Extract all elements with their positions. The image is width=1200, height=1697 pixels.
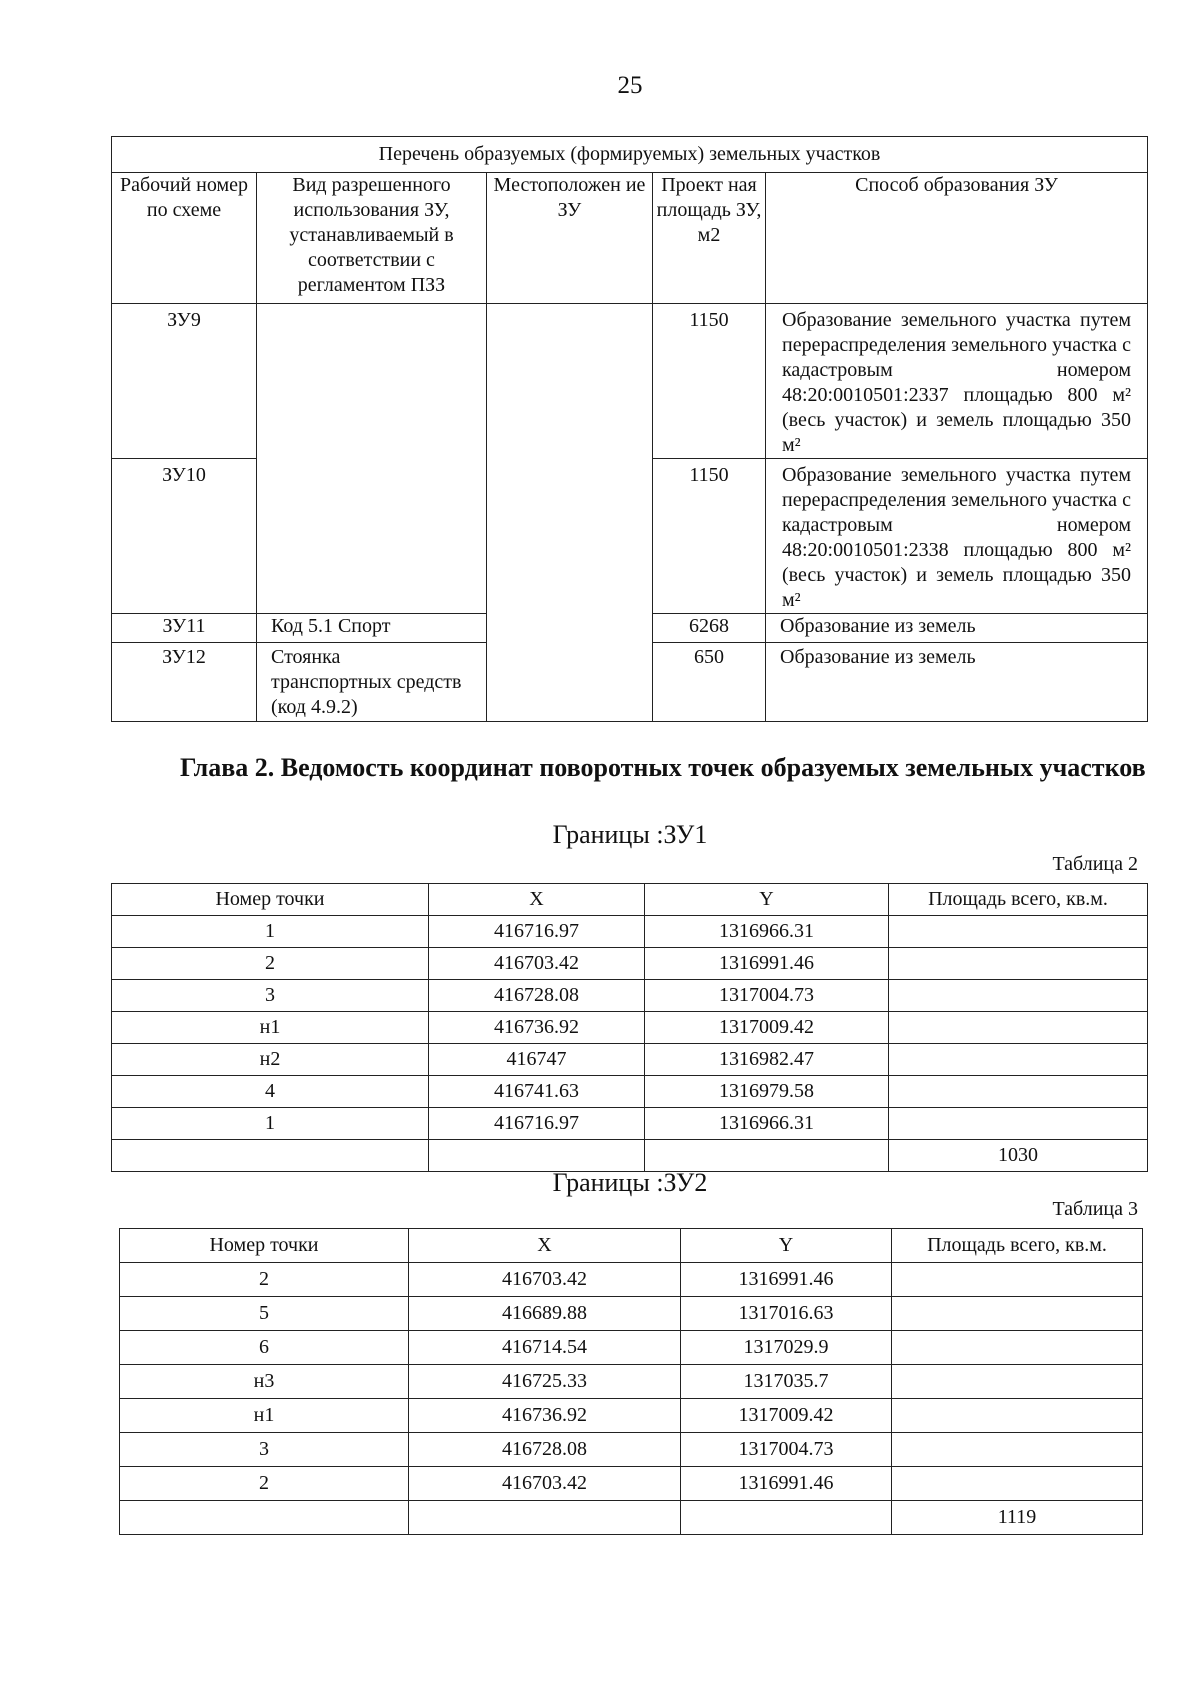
x-coordinate: 416716.97 — [429, 1108, 645, 1140]
chapter-title: Глава 2. Ведомость координат поворотных точек образуемых земельных участков — [180, 753, 1146, 782]
x-coordinate: 416736.92 — [409, 1399, 681, 1433]
y-coordinate: 1317004.73 — [681, 1433, 892, 1467]
plot-number: ЗУ9 — [112, 304, 257, 459]
x-coordinate: 416703.42 — [429, 948, 645, 980]
point-number: 6 — [120, 1331, 409, 1365]
point-number: 2 — [112, 948, 429, 980]
location-cell — [487, 304, 653, 722]
point-number — [120, 1501, 409, 1535]
table-label: Таблица 3 — [1052, 1198, 1138, 1220]
table-row — [120, 1365, 1143, 1399]
table-row — [112, 1012, 1148, 1044]
formation-method: Образование из земель — [766, 643, 1148, 722]
table-row — [112, 948, 1148, 980]
x-coordinate: 416736.92 — [429, 1012, 645, 1044]
y-coordinate: 1316982.47 — [645, 1044, 889, 1076]
plot-area: 6268 — [653, 614, 766, 643]
plot-area: 650 — [653, 643, 766, 722]
point-number: 2 — [120, 1263, 409, 1297]
table-row — [112, 1044, 1148, 1076]
table-label: Таблица 2 — [1052, 853, 1138, 875]
table-row — [112, 1108, 1148, 1140]
column-header: Рабочий номер по схеме — [112, 173, 257, 304]
x-coordinate: 416714.54 — [409, 1331, 681, 1365]
point-number: н1 — [120, 1399, 409, 1433]
point-number: н1 — [112, 1012, 429, 1044]
column-header: Площадь всего, кв.м. — [889, 884, 1148, 916]
x-coordinate: 416703.42 — [409, 1467, 681, 1501]
y-coordinate: 1317035.7 — [681, 1365, 892, 1399]
y-coordinate: 1316966.31 — [645, 916, 889, 948]
table-row — [112, 980, 1148, 1012]
table-caption: Перечень образуемых (формируемых) земельных участков — [112, 137, 1148, 173]
y-coordinate — [681, 1501, 892, 1535]
plot-area: 1150 — [653, 304, 766, 459]
column-header: Способ образования ЗУ — [766, 173, 1148, 304]
point-number — [112, 1140, 429, 1172]
land-plots-list-table — [111, 136, 1148, 722]
column-header: Номер точки — [120, 1229, 409, 1263]
coordinates-table-zu1 — [111, 883, 1148, 1172]
column-header: X — [409, 1229, 681, 1263]
x-coordinate: 416716.97 — [429, 916, 645, 948]
point-number: 2 — [120, 1467, 409, 1501]
area-total: 1119 — [892, 1501, 1143, 1535]
area-total — [889, 948, 1148, 980]
table-row — [112, 1076, 1148, 1108]
area-total — [889, 1076, 1148, 1108]
area-total — [892, 1263, 1143, 1297]
column-header: X — [429, 884, 645, 916]
y-coordinate — [645, 1140, 889, 1172]
plot-number: ЗУ12 — [112, 643, 257, 722]
point-number: 1 — [112, 916, 429, 948]
point-number: 1 — [112, 1108, 429, 1140]
x-coordinate — [409, 1501, 681, 1535]
page-number: 25 — [617, 72, 643, 99]
table-row — [120, 1433, 1143, 1467]
area-total — [892, 1331, 1143, 1365]
formation-method: Образование из земель — [766, 614, 1148, 643]
column-header: Номер точки — [112, 884, 429, 916]
area-total: 1030 — [889, 1140, 1148, 1172]
table-row — [112, 1140, 1148, 1172]
formation-method: Образование земельного участка путем перераспределения земельного участка с кадастровым номером 48:20:0010501:2337 площадью 800 м² (весь участок) и земель площадью 350 м² — [766, 304, 1148, 459]
plot-number: ЗУ10 — [112, 459, 257, 614]
area-total — [889, 1044, 1148, 1076]
x-coordinate — [429, 1140, 645, 1172]
y-coordinate: 1317016.63 — [681, 1297, 892, 1331]
table-row — [120, 1331, 1143, 1365]
column-header: Вид разрешенного использования ЗУ, устанавливаемый в соответствии с регламентом ПЗЗ — [257, 173, 487, 304]
table-row — [120, 1263, 1143, 1297]
coordinates-table-zu2 — [119, 1228, 1143, 1535]
x-coordinate: 416741.63 — [429, 1076, 645, 1108]
bounds-title-zu2: Границы :ЗУ2 — [552, 1168, 708, 1197]
column-header: Y — [681, 1229, 892, 1263]
table-row — [120, 1467, 1143, 1501]
y-coordinate: 1317004.73 — [645, 980, 889, 1012]
x-coordinate: 416728.08 — [429, 980, 645, 1012]
point-number: н2 — [112, 1044, 429, 1076]
area-total — [892, 1433, 1143, 1467]
table-row — [120, 1399, 1143, 1433]
table-row — [112, 916, 1148, 948]
table-row — [120, 1297, 1143, 1331]
column-header: Площадь всего, кв.м. — [892, 1229, 1143, 1263]
y-coordinate: 1316966.31 — [645, 1108, 889, 1140]
y-coordinate: 1316991.46 — [681, 1263, 892, 1297]
area-total — [889, 980, 1148, 1012]
y-coordinate: 1317009.42 — [681, 1399, 892, 1433]
table-row — [112, 304, 1148, 459]
area-total — [892, 1297, 1143, 1331]
bounds-title-zu1: Границы :ЗУ1 — [552, 820, 708, 849]
x-coordinate: 416725.33 — [409, 1365, 681, 1399]
use-cell — [257, 304, 487, 614]
x-coordinate: 416747 — [429, 1044, 645, 1076]
x-coordinate: 416689.88 — [409, 1297, 681, 1331]
area-total — [892, 1467, 1143, 1501]
point-number: 3 — [112, 980, 429, 1012]
plot-area: 1150 — [653, 459, 766, 614]
x-coordinate: 416703.42 — [409, 1263, 681, 1297]
area-total — [892, 1365, 1143, 1399]
area-total — [889, 1012, 1148, 1044]
point-number: 5 — [120, 1297, 409, 1331]
area-total — [892, 1399, 1143, 1433]
point-number: н3 — [120, 1365, 409, 1399]
formation-method: Образование земельного участка путем перераспределения земельного участка с кадастровым номером 48:20:0010501:2338 площадью 800 м² (весь участок) и земель площадью 350 м² — [766, 459, 1148, 614]
y-coordinate: 1316979.58 — [645, 1076, 889, 1108]
column-header: Проект ная площадь ЗУ, м2 — [653, 173, 766, 304]
x-coordinate: 416728.08 — [409, 1433, 681, 1467]
y-coordinate: 1317029.9 — [681, 1331, 892, 1365]
point-number: 4 — [112, 1076, 429, 1108]
column-header: Местоположен ие ЗУ — [487, 173, 653, 304]
area-total — [889, 1108, 1148, 1140]
y-coordinate: 1316991.46 — [681, 1467, 892, 1501]
use-cell: Код 5.1 Спорт — [257, 614, 487, 643]
area-total — [889, 916, 1148, 948]
y-coordinate: 1316991.46 — [645, 948, 889, 980]
point-number: 3 — [120, 1433, 409, 1467]
column-header: Y — [645, 884, 889, 916]
plot-number: ЗУ11 — [112, 614, 257, 643]
table-row — [120, 1501, 1143, 1535]
use-cell: Стоянка транспортных средств (код 4.9.2) — [257, 643, 487, 722]
y-coordinate: 1317009.42 — [645, 1012, 889, 1044]
